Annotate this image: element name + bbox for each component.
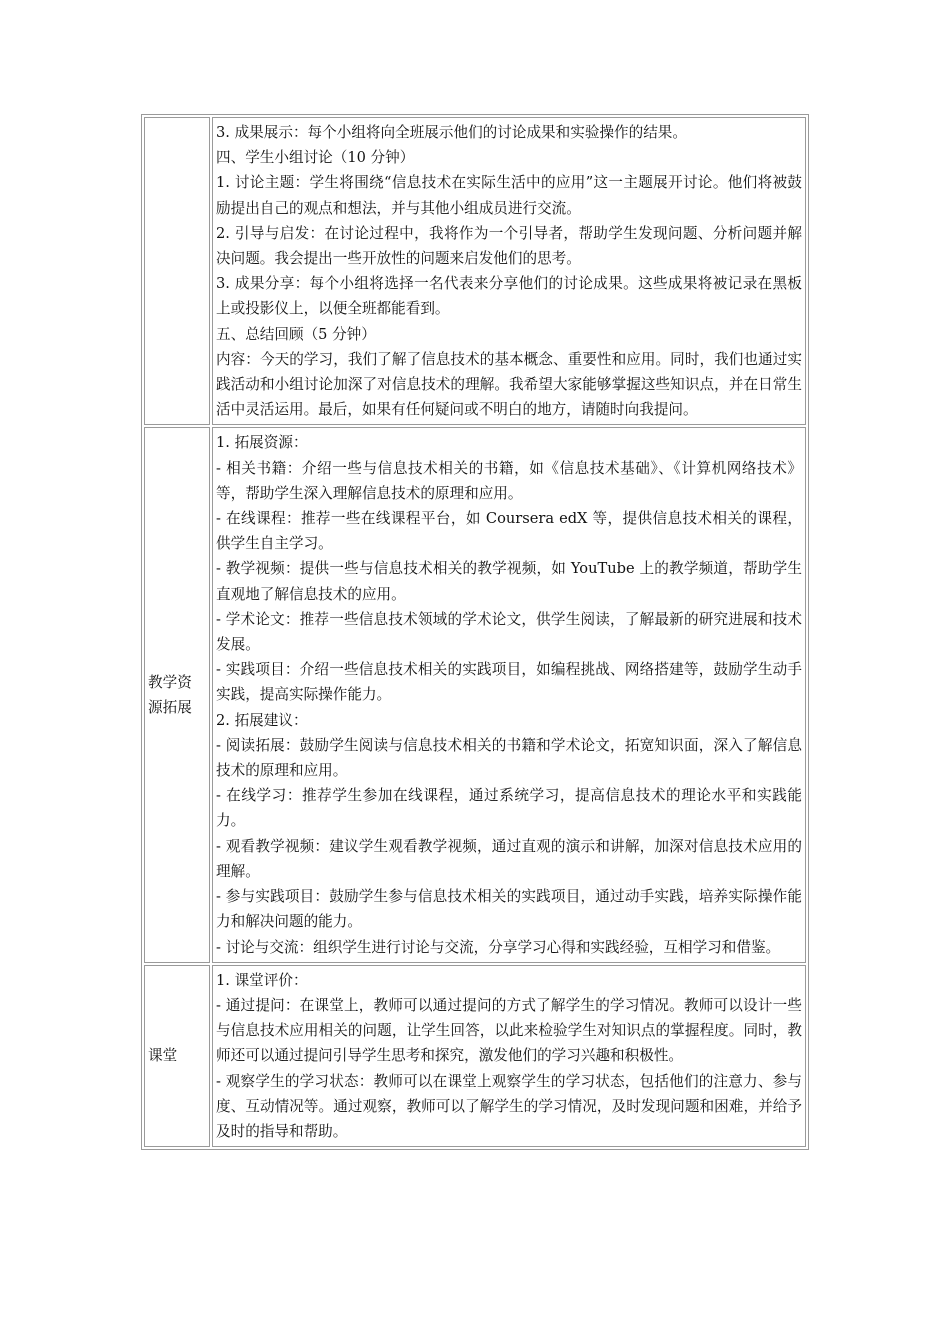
row-label-resource-extension: 教学资源拓展: [144, 427, 210, 962]
list-item: - 在线学习：推荐学生参加在线课程，通过系统学习，提高信息技术的理论水平和实践能力。: [216, 787, 802, 830]
row-content-classroom: [212, 965, 806, 1147]
list-item: - 实践项目：介绍一些信息技术相关的实践项目，如编程挑战、网络搭建等，鼓励学生动手实践，提高实际操作能力。: [216, 661, 802, 704]
section-heading: 四、学生小组讨论（10 分钟）: [216, 149, 415, 167]
content-line: 2. 引导与启发：在讨论过程中，我将作为一个引导者，帮助学生发现问题、分析问题并解决问题。我会提出一些开放性的问题来启发他们的思考。: [216, 224, 802, 268]
list-item: - 讨论与交流：组织学生进行讨论与交流，分享学习心得和实践经验，互相学习和借鉴。: [216, 938, 781, 956]
row-content-teaching-process: [212, 117, 806, 425]
content-line: 1. 讨论主题：学生将围绕“信息技术在实际生活中的应用”这一主题展开讨论。他们将被鼓励提出自己的观点和想法，并与其他小组成员进行交流。: [216, 174, 802, 217]
list-item: - 通过提问：在课堂上，教师可以通过提问的方式了解学生的学习情况。教师可以设计一些与信息技术应用相关的问题，让学生回答，以此来检验学生对知识点的掌握程度。同时，教师还可以通过提问引导学生思考和探究，激发他们的学习兴趣和积极性。: [216, 996, 802, 1065]
section-heading: 2. 拓展建议：: [216, 711, 308, 729]
table-row-teaching-process: [144, 117, 806, 425]
list-item: - 学术论文：推荐一些信息技术领域的学术论文，供学生阅读，了解最新的研究进展和技术发展。: [216, 610, 802, 654]
list-item: - 观察学生的学习状态：教师可以在课堂上观察学生的学习状态，包括他们的注意力、参与度、互动情况等。通过观察，教师可以了解学生的学习情况，及时发现问题和困难，并给予及时的指导和帮助。: [216, 1072, 802, 1140]
list-item: - 相关书籍：介绍一些与信息技术相关的书籍，如《信息技术基础》、《计算机网络技术》等，帮助学生深入理解信息技术的原理和应用。: [216, 459, 802, 502]
row-label-classroom: 课堂: [144, 965, 210, 1147]
row-label-empty: [144, 117, 210, 425]
content-line: 内容：今天的学习，我们了解了信息技术的基本概念、重要性和应用。同时，我们也通过实践活动和小组讨论加深了对信息技术的理解。我希望大家能够掌握这些知识点，并在日常生活中灵活运用。最后，如果有任何疑问或不明白的地方，请随时向我提问。: [216, 350, 802, 419]
content-line: 3. 成果展示：每个小组将向全班展示他们的讨论成果和实验操作的结果。: [216, 124, 687, 141]
list-item: - 观看教学视频：建议学生观看教学视频，通过直观的演示和讲解，加深对信息技术应用的理解。: [216, 837, 802, 880]
lesson-plan-table: [141, 114, 809, 1150]
section-heading: 五、总结回顾（5 分钟）: [216, 325, 376, 343]
list-item: - 教学视频：提供一些与信息技术相关的教学视频，如 YouTube 上的教学频道，帮助学生直观地了解信息技术的应用。: [216, 560, 802, 603]
section-heading: 1. 课堂评价：: [216, 971, 308, 989]
table-row-classroom: [144, 965, 806, 1147]
list-item: - 参与实践项目：鼓励学生参与信息技术相关的实践项目，通过动手实践，培养实际操作能力和解决问题的能力。: [216, 888, 802, 931]
list-item: - 在线课程：推荐一些在线课程平台，如 Coursera edX 等，提供信息技术相关的课程，供学生自主学习。: [216, 510, 802, 553]
section-heading: 1. 拓展资源：: [216, 434, 308, 452]
table-row-resource-extension: [144, 427, 806, 962]
list-item: - 阅读拓展：鼓励学生阅读与信息技术相关的书籍和学术论文，拓宽知识面，深入了解信息技术的原理和应用。: [216, 736, 802, 780]
row-content-resource-extension: [212, 427, 806, 962]
content-line: 3. 成果分享：每个小组将选择一名代表来分享他们的讨论成果。这些成果将被记录在黑板上或投影仪上，以便全班都能看到。: [216, 275, 802, 318]
